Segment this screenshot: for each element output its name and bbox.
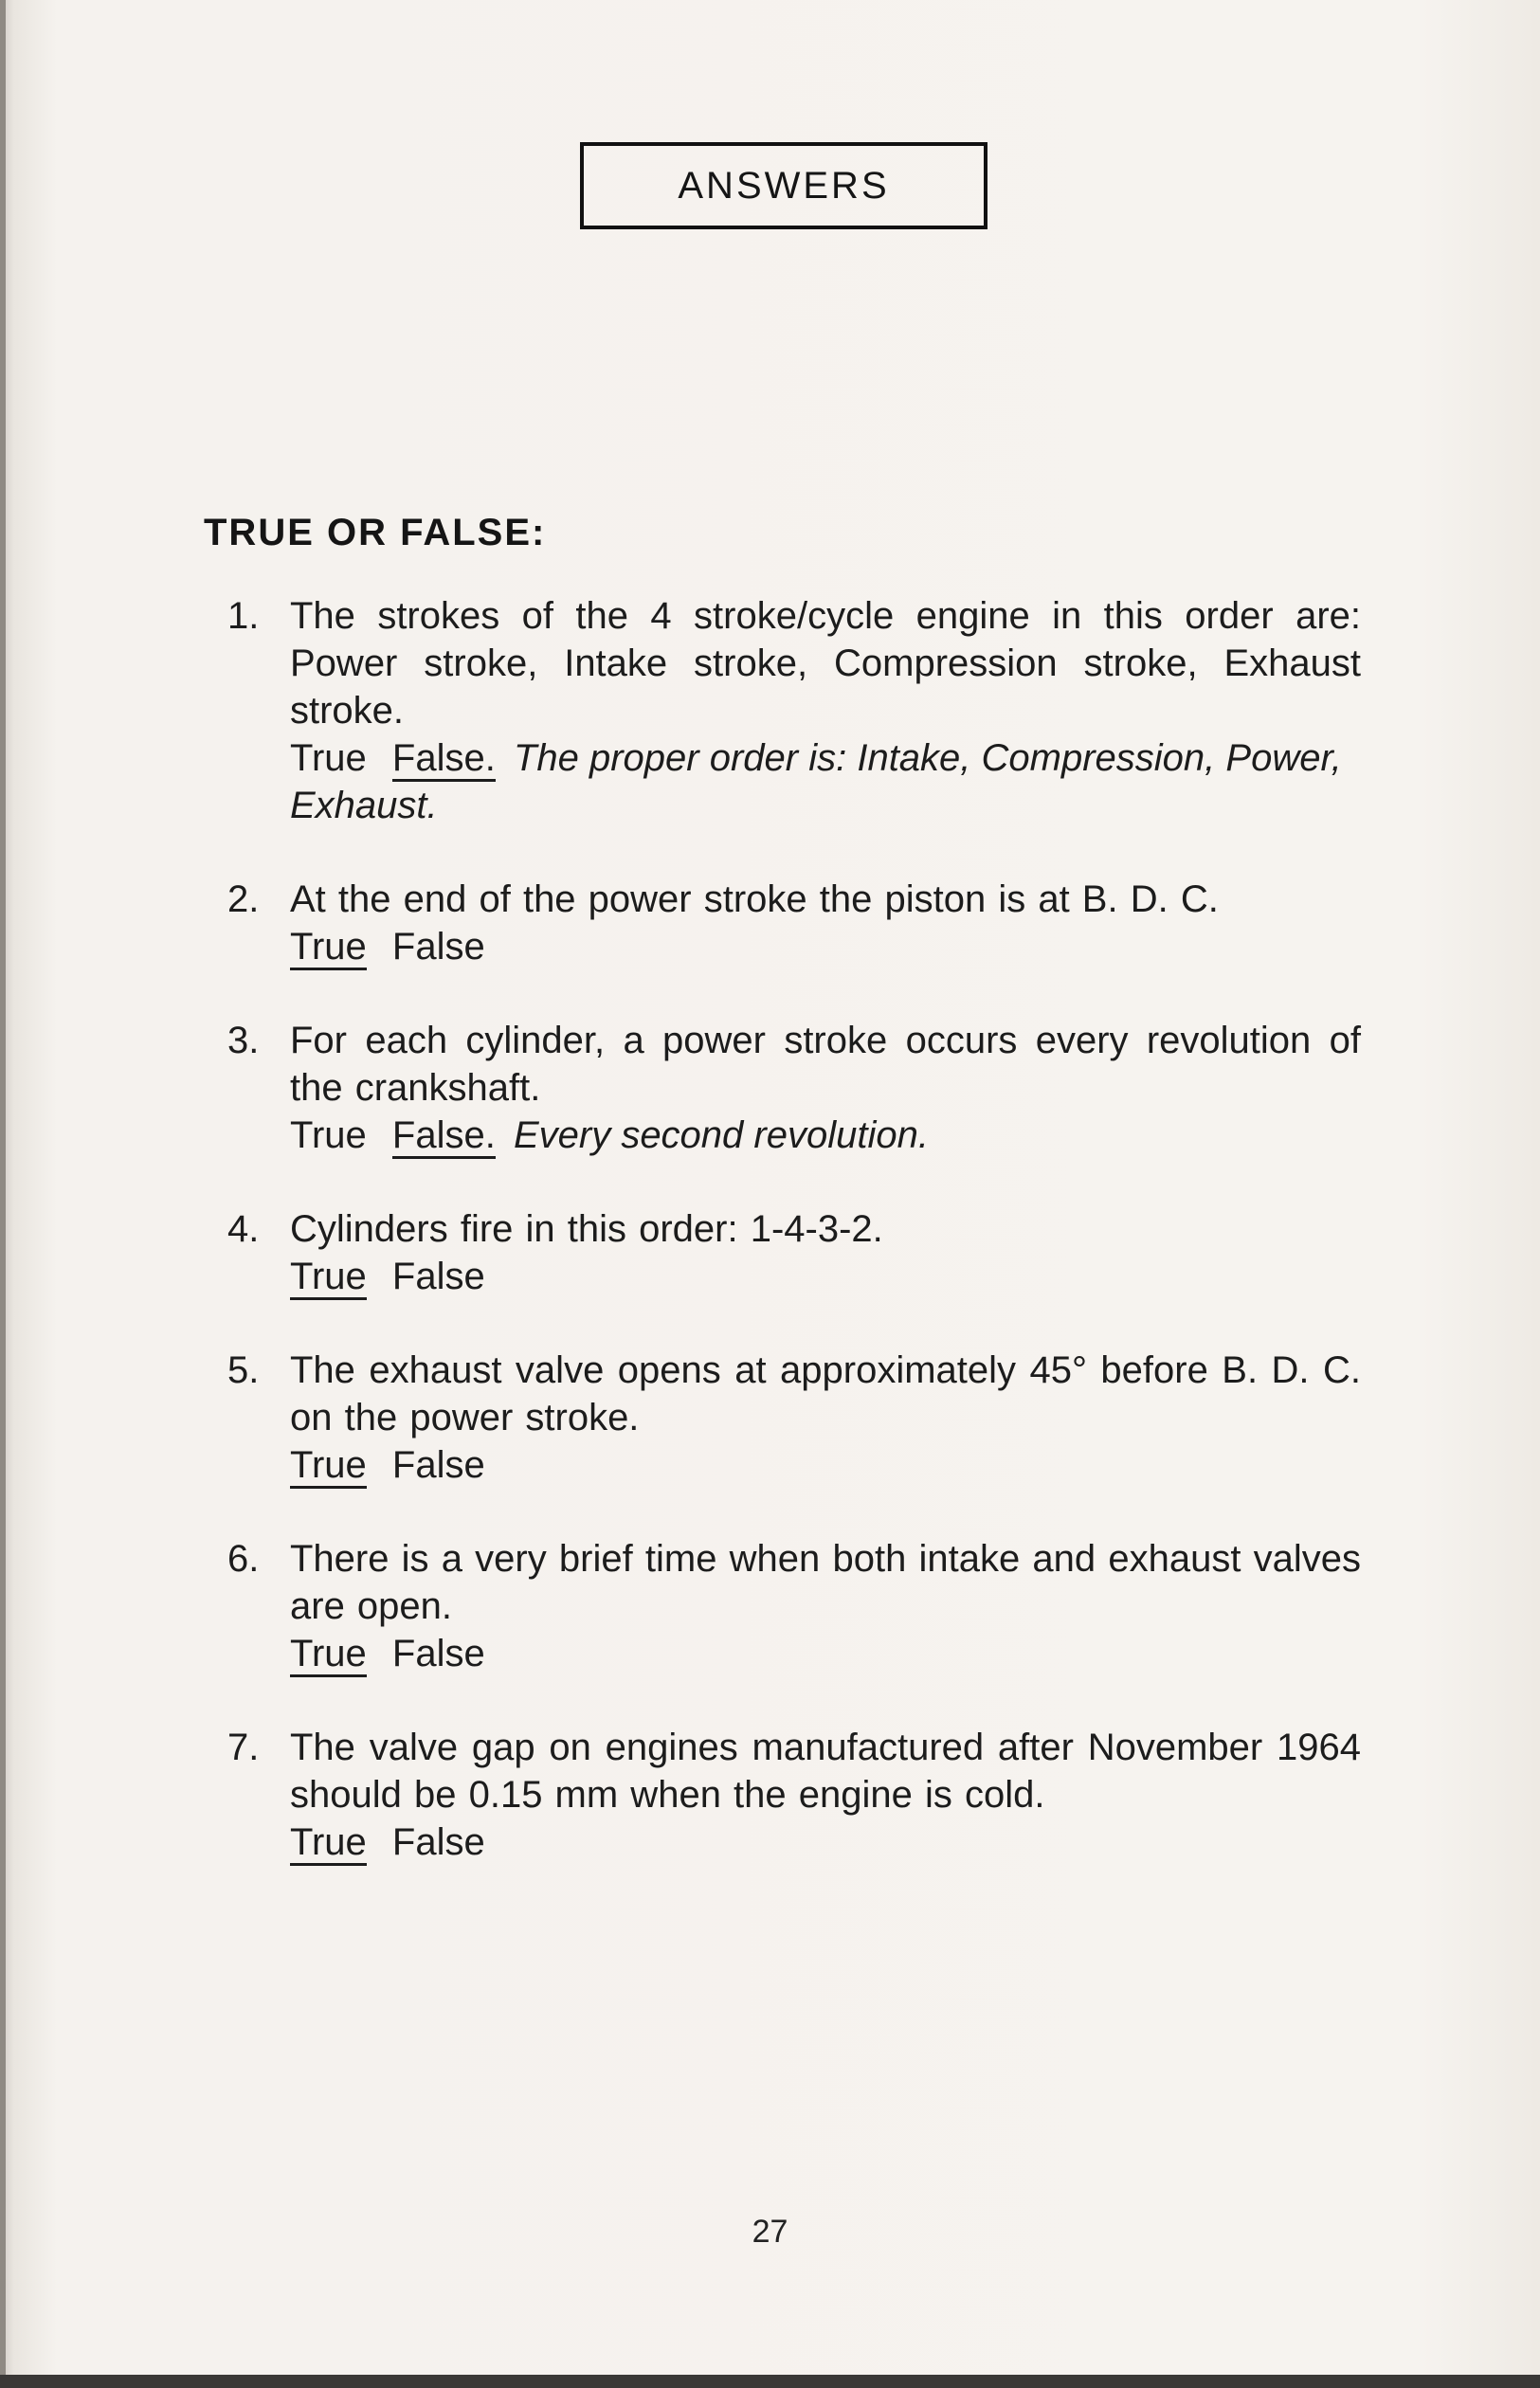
answer-line [290,1818,1361,1866]
question-text: Cylinders fire in this order: 1-4-3-2. [290,1208,883,1250]
answer-line [290,1253,1361,1300]
question-3 [227,1017,1365,1159]
answers-header [580,142,987,229]
true-option-selected: True [290,1633,367,1677]
question-text: The strokes of the 4 stroke/cycle engine in this order are: Power stroke, Intake stroke, Compression stroke, Exhaust stroke. [290,595,1361,732]
question-number: 5. [227,1349,260,1391]
question-list [227,592,1365,1912]
page-number: 27 [752,2214,788,2250]
false-option: False [391,1821,485,1863]
question-text: There is a very brief time when both intake and exhaust valves are open. [290,1538,1361,1627]
question-7 [227,1724,1365,1866]
question-text: At the end of the power stroke the piston is at B. D. C. [290,878,1219,920]
question-6 [227,1535,1365,1677]
question-number: 6. [227,1538,260,1580]
true-option-selected: True [290,926,367,970]
answer-line [290,1441,1361,1489]
question-number: 3. [227,1020,260,1061]
explanation: Every second revolution. [513,1114,929,1156]
true-option-selected: True [290,1256,367,1300]
question-number: 4. [227,1208,260,1250]
true-option: True [290,737,367,779]
bottom-edge [0,2375,1540,2388]
question-number: 1. [227,595,260,637]
question-number: 2. [227,878,260,920]
false-option: False [391,926,485,968]
false-option: False [391,1633,485,1674]
section-title: TRUE OR FALSE: [204,512,547,553]
true-option-selected: True [290,1444,367,1489]
question-2 [227,876,1365,970]
question-1 [227,592,1365,829]
question-4 [227,1205,1365,1300]
question-text: The exhaust valve opens at approximately 45° before B. D. C. on the power stroke. [290,1349,1361,1438]
answer-line [290,923,1361,970]
question-number: 7. [227,1727,260,1768]
answers-header-label: ANSWERS [678,164,890,207]
true-option-selected: True [290,1821,367,1866]
question-5 [227,1347,1365,1489]
spine-shadow [0,0,6,2388]
answer-line [290,734,1361,829]
false-option-selected: False. [392,737,496,782]
false-option-selected: False. [392,1114,496,1159]
answer-line [290,1112,1361,1159]
true-option: True [290,1114,367,1156]
false-option: False [391,1444,485,1486]
explanation: The proper order is: Intake, Compression, Power, Exhaust. [290,737,1342,826]
answer-line [290,1630,1361,1677]
false-option: False [391,1256,485,1297]
question-text: For each cylinder, a power stroke occurs every revolution of the crankshaft. [290,1020,1361,1109]
question-text: The valve gap on engines manufactured after November 1964 should be 0.15 mm when the engine is cold. [290,1727,1361,1816]
